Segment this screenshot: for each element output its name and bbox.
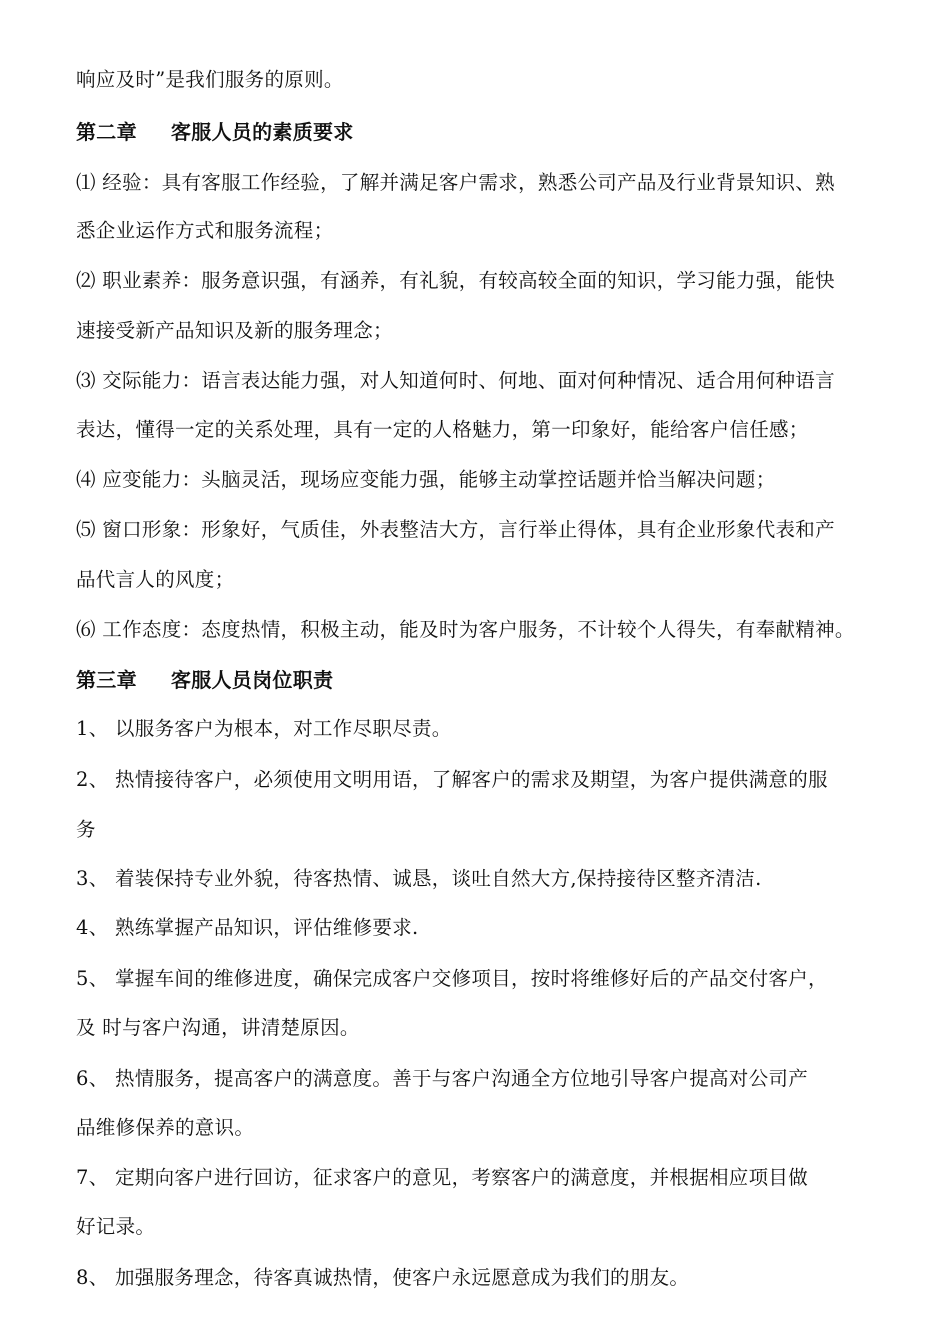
list-item-line: 7、 定期向客户进行回访，征求客户的意见，考察客户的满意度，并根据相应项目做 <box>76 1166 809 1189</box>
paragraph-line: 速接受新产品知识及新的服务理念； <box>76 319 393 342</box>
list-item-line: 2、 热情接待客户，必须使用文明用语，了解客户的需求及期望，为客户提供满意的服 <box>76 768 828 791</box>
paragraph-line: ⑷ 应变能力：头脑灵活，现场应变能力强，能够主动掌控话题并恰当解决问题； <box>76 468 776 491</box>
chapter-title: 客服人员岗位职责 <box>170 668 334 692</box>
list-item-line: 6、 热情服务，提高客户的满意度。善于与客户沟通全方位地引导客户提高对公司产 <box>76 1067 809 1090</box>
paragraph-line: 响应及时”是我们服务的原则。 <box>76 68 344 91</box>
list-item-line: 3、 着装保持专业外貌，待客热情、诚恳，谈吐自然大方,保持接待区整齐清洁. <box>76 867 762 890</box>
list-item-line: 务 <box>76 818 96 841</box>
list-item-line: 好记录。 <box>76 1215 156 1238</box>
paragraph-line: ⑹ 工作态度：态度热情，积极主动，能及时为客户服务，不计较个人得失，有奉献精神。 <box>76 618 855 641</box>
paragraph-line: ⑴ 经验：具有客服工作经验，了解并满足客户需求，熟悉公司产品及行业背景知识、熟 <box>76 171 835 194</box>
list-item-line: 品维修保养的意识。 <box>76 1116 255 1139</box>
chapter-number: 第三章 <box>76 668 137 692</box>
paragraph-line: 品代言人的风度； <box>76 568 235 591</box>
list-item-line: 4、 熟练掌握产品知识，评估维修要求. <box>76 916 419 939</box>
chapter-title: 客服人员的素质要求 <box>170 120 354 144</box>
list-item-line: 5、 掌握车间的维修进度，确保完成客户交修项目，按时将维修好后的产品交付客户， <box>76 967 828 990</box>
chapter-heading <box>76 667 333 693</box>
chapter-number: 第二章 <box>76 120 137 144</box>
chapter-heading <box>76 119 354 145</box>
list-item-line: 及 时与客户沟通，讲清楚原因。 <box>76 1016 360 1039</box>
list-item-line: 1、 以服务客户为根本，对工作尽职尽责。 <box>76 717 452 740</box>
paragraph-line: 表达，懂得一定的关系处理，具有一定的人格魅力，第一印象好，能给客户信任感； <box>76 418 809 441</box>
paragraph-line: ⑶ 交际能力：语言表达能力强，对人知道何时、何地、面对何种情况、适合用何种语言 <box>76 369 835 392</box>
list-item-line: 8、 加强服务理念，待客真诚热情，使客户永远愿意成为我们的朋友。 <box>76 1266 690 1289</box>
paragraph-line: ⑸ 窗口形象：形象好，气质佳，外表整洁大方，言行举止得体，具有企业形象代表和产 <box>76 518 835 541</box>
paragraph-line: 悉企业运作方式和服务流程； <box>76 219 334 242</box>
paragraph-line: ⑵ 职业素养：服务意识强，有涵养，有礼貌，有较高较全面的知识，学习能力强，能快 <box>76 269 835 292</box>
